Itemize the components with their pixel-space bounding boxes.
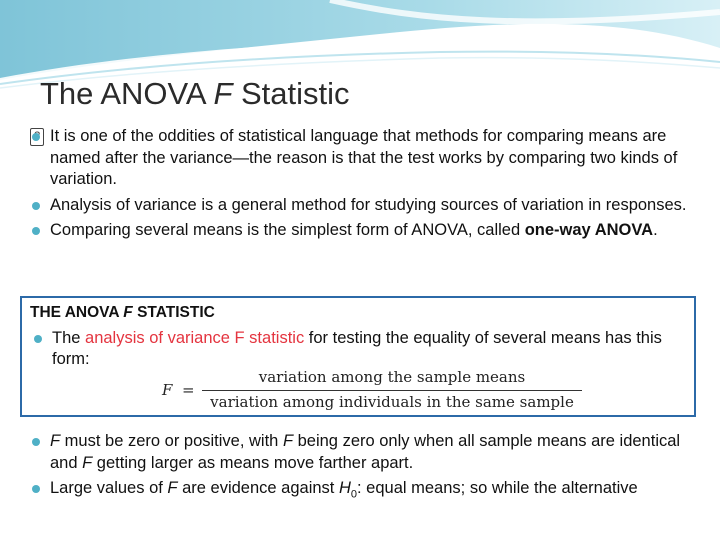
bullet-dot-icon [34,335,42,343]
formula-equals: = [182,381,195,399]
f-statistic-formula [162,368,582,414]
bullet-dot-icon [32,202,40,210]
box-heading: THE ANOVA F STATISTIC [30,304,215,321]
anova-f-statistic-box [20,296,696,417]
bullet-item: Large values of F are evidence against $H_0$: equal means; so while the alternative [30,478,710,506]
bullet-item: F must be zero or positive, with F being zero only when all sample means are identical and F getting larger as means move farther apart. [30,431,710,474]
bullet-item: It is one of the oddities of statistical language that methods for comparing means are named after the variance—the reason is that the test works by comparing two kinds of variation. [30,126,710,191]
bullet-item: Comparing several means is the simplest form of ANOVA, called one-way ANOVA. [30,220,710,242]
box-bullet-item: The analysis of variance F statistic for testing the equality of several means has this form: [32,328,702,370]
formula-lhs: F [162,381,173,399]
bullet-dot-icon [32,485,40,493]
bullet-dot-icon [32,227,40,235]
slide-title: The ANOVA F Statistic [40,76,350,111]
bullet-item: Analysis of variance is a general method for studying sources of variation in responses. [30,195,710,217]
highlight-term: analysis of variance F statistic [85,329,305,347]
formula-denominator: variation among individuals in the same sample [210,393,574,411]
formula-numerator: variation among the sample means [258,368,526,386]
bullet-dot-icon [32,133,40,141]
bullet-dot-icon [32,438,40,446]
bullet-list-top [30,126,710,246]
bullet-list-bottom [30,431,710,510]
fraction-bar [202,390,582,391]
